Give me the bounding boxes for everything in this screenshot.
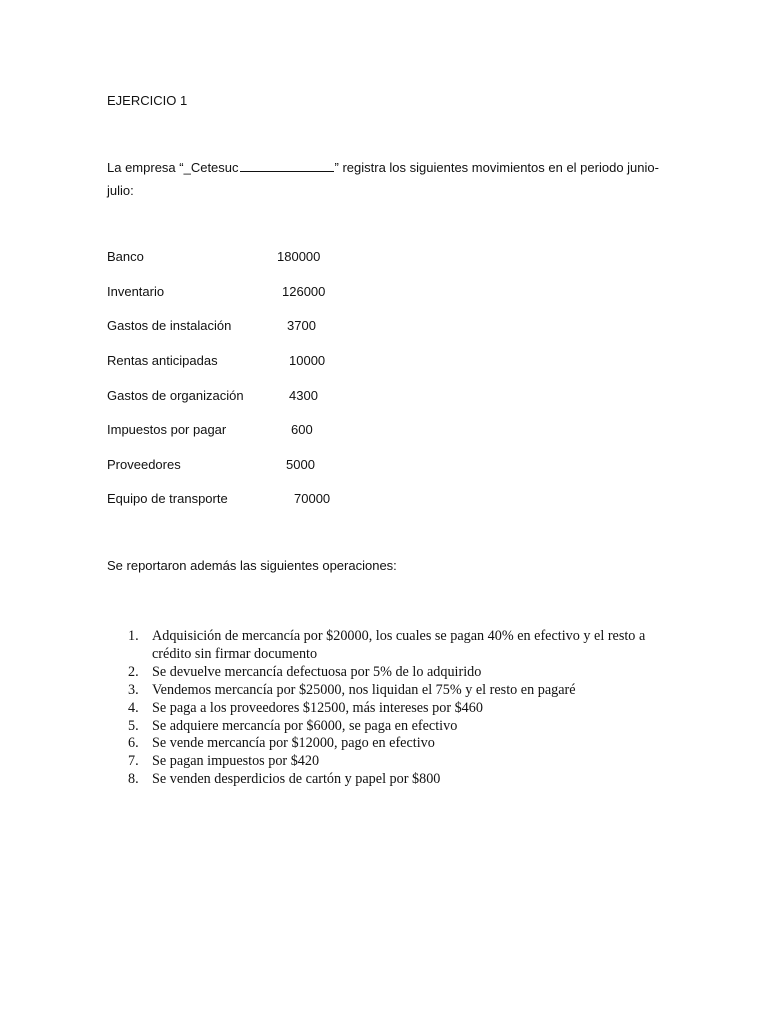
list-item: [128, 700, 648, 718]
account-amount: 600: [291, 422, 313, 437]
account-name: Equipo de transporte: [107, 491, 228, 506]
account-name: Banco: [107, 249, 144, 264]
item-number: 6.: [128, 735, 139, 752]
account-name: Inventario: [107, 284, 165, 299]
item-text: Se paga a los proveedores $12500, más intereses por $460: [152, 699, 483, 716]
account-name: Gastos de instalación: [107, 318, 232, 333]
list-item: [128, 735, 648, 753]
item-text: Se devuelve mercancía defectuosa por 5% de lo adquirido: [152, 663, 482, 680]
list-item: [128, 771, 648, 789]
account-amount: 4300: [289, 388, 318, 403]
item-text: Se venden desperdicios de cartón y papel por $800: [152, 771, 441, 788]
item-text: Se adquiere mercancía por $6000, se paga en efectivo: [152, 717, 458, 734]
item-number: 8.: [128, 771, 139, 788]
account-amount: 180000: [277, 249, 321, 264]
account-amount: 126000: [282, 284, 326, 299]
item-number: 7.: [128, 753, 139, 770]
operations-list: [128, 628, 648, 789]
account-name: Rentas anticipadas: [107, 353, 218, 368]
item-number: 3.: [128, 681, 139, 698]
account-amount: 5000: [286, 457, 315, 472]
operations-heading: Se reportaron además las siguientes operaciones:: [107, 558, 397, 573]
exercise-title: EJERCICIO 1: [107, 93, 188, 108]
item-text: Vendemos mercancía por $25000, nos liquidan el 75% y el resto en pagaré: [152, 681, 576, 698]
account-amount: 10000: [289, 353, 326, 368]
intro-suffix: ” registra los siguientes movimientos en el periodo junio-julio:: [107, 160, 659, 198]
list-item: [128, 628, 648, 664]
item-text: Se vende mercancía por $12000, pago en efectivo: [152, 735, 435, 752]
list-item: [128, 664, 648, 682]
account-name: Gastos de organización: [107, 388, 244, 403]
item-number: 4.: [128, 699, 139, 716]
intro-paragraph: [107, 156, 667, 202]
list-item: [128, 753, 648, 771]
item-number: 5.: [128, 717, 139, 734]
account-name: Proveedores: [107, 457, 181, 472]
item-text: Se pagan impuestos por $420: [152, 753, 320, 770]
account-amount: 70000: [294, 491, 331, 506]
item-number: 1.: [128, 628, 139, 644]
account-name: Impuestos por pagar: [107, 422, 227, 437]
list-item: [128, 682, 648, 700]
company-name-blank: [240, 160, 334, 172]
item-number: 2.: [128, 663, 139, 680]
intro-prefix: La empresa “_Cetesuc: [107, 160, 239, 175]
account-amount: 3700: [287, 318, 316, 333]
list-item: [128, 718, 648, 736]
item-text: Adquisición de mercancía por $20000, los cuales se pagan 40% en efectivo y el resto a crédito sin firmar documento: [152, 628, 646, 662]
